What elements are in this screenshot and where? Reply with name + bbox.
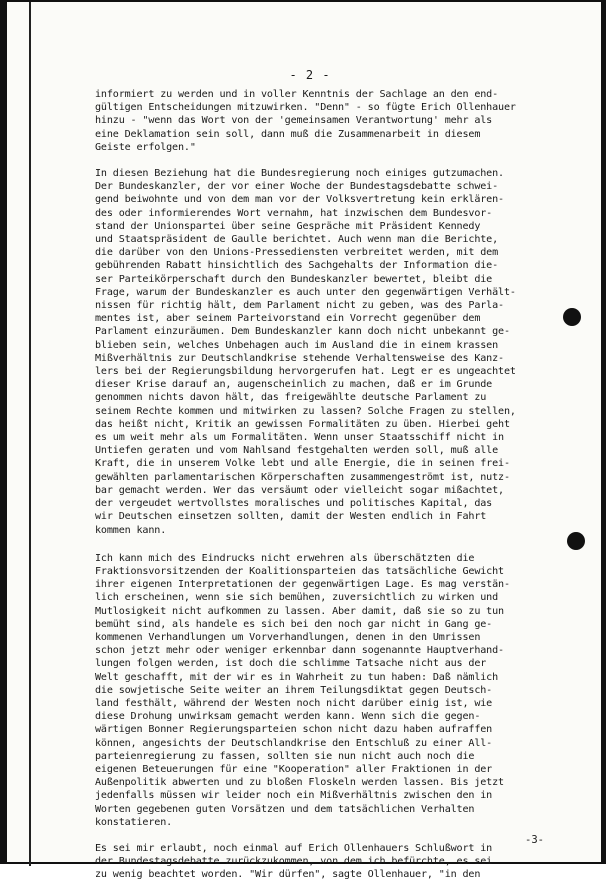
text-line: konstatieren. xyxy=(95,816,173,828)
paragraph-3 xyxy=(95,552,565,829)
text-line: gend beiwohnte und von dem man vor der Volksvertretung kein erklären- xyxy=(95,194,504,206)
text-line: gebührenden Rabatt hinsichtlich des Sachgehalts der Information die- xyxy=(95,260,499,272)
text-line: Geiste erfolgen." xyxy=(95,141,196,153)
text-line: parteienregierung zu fassen, sollten sie nun nicht auch noch die xyxy=(95,750,475,762)
text-line: Es sei mir erlaubt, noch einmal auf Erich Ollenhauers Schlußwort in xyxy=(95,842,493,854)
text-line: dieser Krise darauf an, augenscheinlich zu machen, daß er im Grunde xyxy=(95,379,493,391)
paragraph-gap xyxy=(95,829,565,842)
paragraph-1 xyxy=(95,88,565,154)
text-line: land festhält, während der Westen noch nicht darüber einig ist, wie xyxy=(95,697,493,709)
text-line: Welt geschafft, mit der wir es in Wahrheit zu tun haben: Daß nämlich xyxy=(95,671,499,683)
text-line: ihrer eigenen Interpretationen der gegenwärtigen Lage. Es mag verstän- xyxy=(95,579,510,591)
page-body xyxy=(95,88,565,882)
text-line: blieben sein, welches Unbehagen auch im Ausland die in einem krassen xyxy=(95,339,499,351)
text-line: Ich kann mich des Eindrucks nicht erwehren als überschätzten die xyxy=(95,552,475,564)
text-line: Parlament einzuräumen. Dem Bundeskanzler kann doch nicht unbekannt ge- xyxy=(95,326,510,338)
text-line: zu wenig beachtet worden. "Wir dürfen", sagte Ollenhauer, "in den xyxy=(95,869,481,881)
text-line: eigenen Beteuerungen für eine "Kooperation" aller Fraktionen in der xyxy=(95,763,493,775)
text-line: nissen für richtig hält, dem Parlament nicht zu geben, was des Parla- xyxy=(95,300,504,312)
next-page-marker: -3- xyxy=(525,834,544,846)
paragraph-2 xyxy=(95,167,565,537)
text-line: können, angesichts der Deutschlandkrise den Entschluß zu einer All- xyxy=(95,737,493,749)
punch-hole xyxy=(563,308,581,326)
text-line: kommenen Verhandlungen um Vorverhandlungen, denen in den Umrissen xyxy=(95,631,481,643)
text-line: Der Bundeskanzler, der vor einer Woche der Bundestagsdebatte schwei- xyxy=(95,181,499,193)
text-line: eine Deklamation sein soll, dann muß die Zusammenarbeit in diesem xyxy=(95,128,481,140)
page-number: - 2 - xyxy=(289,68,331,82)
text-line: bar gemacht werden. Wer das versäumt oder vielleicht sogar mißachtet, xyxy=(95,484,504,496)
punch-hole xyxy=(567,532,585,550)
text-line: Fraktionsvorsitzenden der Koalitionsparteien das tatsächliche Gewicht xyxy=(95,565,504,577)
text-line: und Staatspräsident de Gaulle berichtet. Auch wenn man die Berichte, xyxy=(95,234,499,246)
text-line: der vergeudet wertvollstes moralisches und politisches Kapital, das xyxy=(95,498,493,510)
text-line: Außenpolitik abwerten und zu bloßen Floskeln werden lassen. Bis jetzt xyxy=(95,777,504,789)
text-line: stand der Unionspartei über seine Gespräche mit Präsident Kennedy xyxy=(95,220,481,232)
sheet-edge-line xyxy=(29,2,31,866)
text-line: die darüber von den Unions-Pressediensten verbreitet werden, mit dem xyxy=(95,247,499,259)
text-line: Mutlosigkeit nicht aufkommen zu lassen. Aber damit, daß sie so zu tun xyxy=(95,605,504,617)
text-line: Mißverhältnis zur Deutschlandkrise stehende Verhaltensweise des Kanz- xyxy=(95,352,504,364)
text-line: Kraft, die in unserem Volke lebt und alle Energie, die in seinen frei- xyxy=(95,458,510,470)
text-line: kommen kann. xyxy=(95,524,167,536)
text-line: ser Parteikörperschaft durch den Bundeskanzler bewertet, bleibt die xyxy=(95,273,493,285)
text-line: hinzu - "wenn das Wort von der 'gemeinsamen Verantwortung' mehr als xyxy=(95,115,493,127)
text-line: genommen nichts davon hält, das freigewählte deutsche Parlament zu xyxy=(95,392,487,404)
text-line: wir Deutschen einsetzen sollten, damit der Westen endlich in Fahrt xyxy=(95,511,487,523)
text-line: schon jetzt mehr oder weniger erkennbar dann sogenannte Hauptverhand- xyxy=(95,645,504,657)
text-line: es um weit mehr als um Formalitäten. Wenn unser Staatsschiff nicht in xyxy=(95,432,504,444)
text-line: lers bei der Regierungsbildung hervorgerufen hat. Legt er es ungeachtet xyxy=(95,366,516,378)
text-line: In diesen Beziehung hat die Bundesregierung noch einiges gutzumachen. xyxy=(95,168,504,180)
text-line: wärtigen Bonner Regierungsparteien schon nicht dazu haben aufraffen xyxy=(95,724,493,736)
text-line: Untiefen geraten und vom Nahlsand festgehalten werden soll, muß alle xyxy=(95,445,499,457)
paragraph-gap xyxy=(95,154,565,167)
text-line: diese Drohung unwirksam gemacht werden kann. Wenn sich die gegen- xyxy=(95,711,481,723)
text-line: des oder informierendes Wort vernahm, hat inzwischen dem Bundesvor- xyxy=(95,207,493,219)
text-line: gültigen Entscheidungen mitzuwirken. "Denn" - so fügte Erich Ollenhauer xyxy=(95,102,516,114)
paragraph-4 xyxy=(95,842,565,882)
text-line: Worten gegebenen guten Vorsätzen und dem tatsächlichen Verhalten xyxy=(95,803,475,815)
text-line: das heißt nicht, Kritik an gewissen Formalitäten zu üben. Hierbei geht xyxy=(95,418,510,430)
text-line: informiert zu werden und in voller Kenntnis der Sachlage an den end- xyxy=(95,89,499,100)
text-line: seinem Rechte kommen und mitwirken zu lassen? Solche Fragen zu stellen, xyxy=(95,405,516,417)
text-line: mentes ist, aber seinem Parteivorstand ein Vorrecht gegenüber dem xyxy=(95,313,481,325)
text-line: lich erscheinen, wenn sie sich bemühen, zuversichtlich zu wirken und xyxy=(95,592,499,604)
text-line: bemüht sind, als handele es sich bei den noch gar nicht in Gang ge- xyxy=(95,618,493,630)
text-line: Frage, warum der Bundeskanzler es auch unter den gegenwärtigen Verhält- xyxy=(95,286,516,298)
text-line: lungen folgen werden, ist doch die schlimme Tatsache nicht aus der xyxy=(95,658,487,670)
text-line: jedenfalls müssen wir leider noch ein Mißverhältnis zwischen den in xyxy=(95,790,493,802)
text-line: gewählten parlamentarischen Körperschaften zusammengeströmt ist, nutz- xyxy=(95,471,510,483)
text-line: der Bundestagsdebatte zurückzukommen, von dem ich befürchte, es sei xyxy=(95,856,493,868)
text-line: die sowjetische Seite weiter an ihrem Teilungsdiktat gegen Deutsch- xyxy=(95,684,493,696)
paragraph-gap xyxy=(95,537,565,552)
